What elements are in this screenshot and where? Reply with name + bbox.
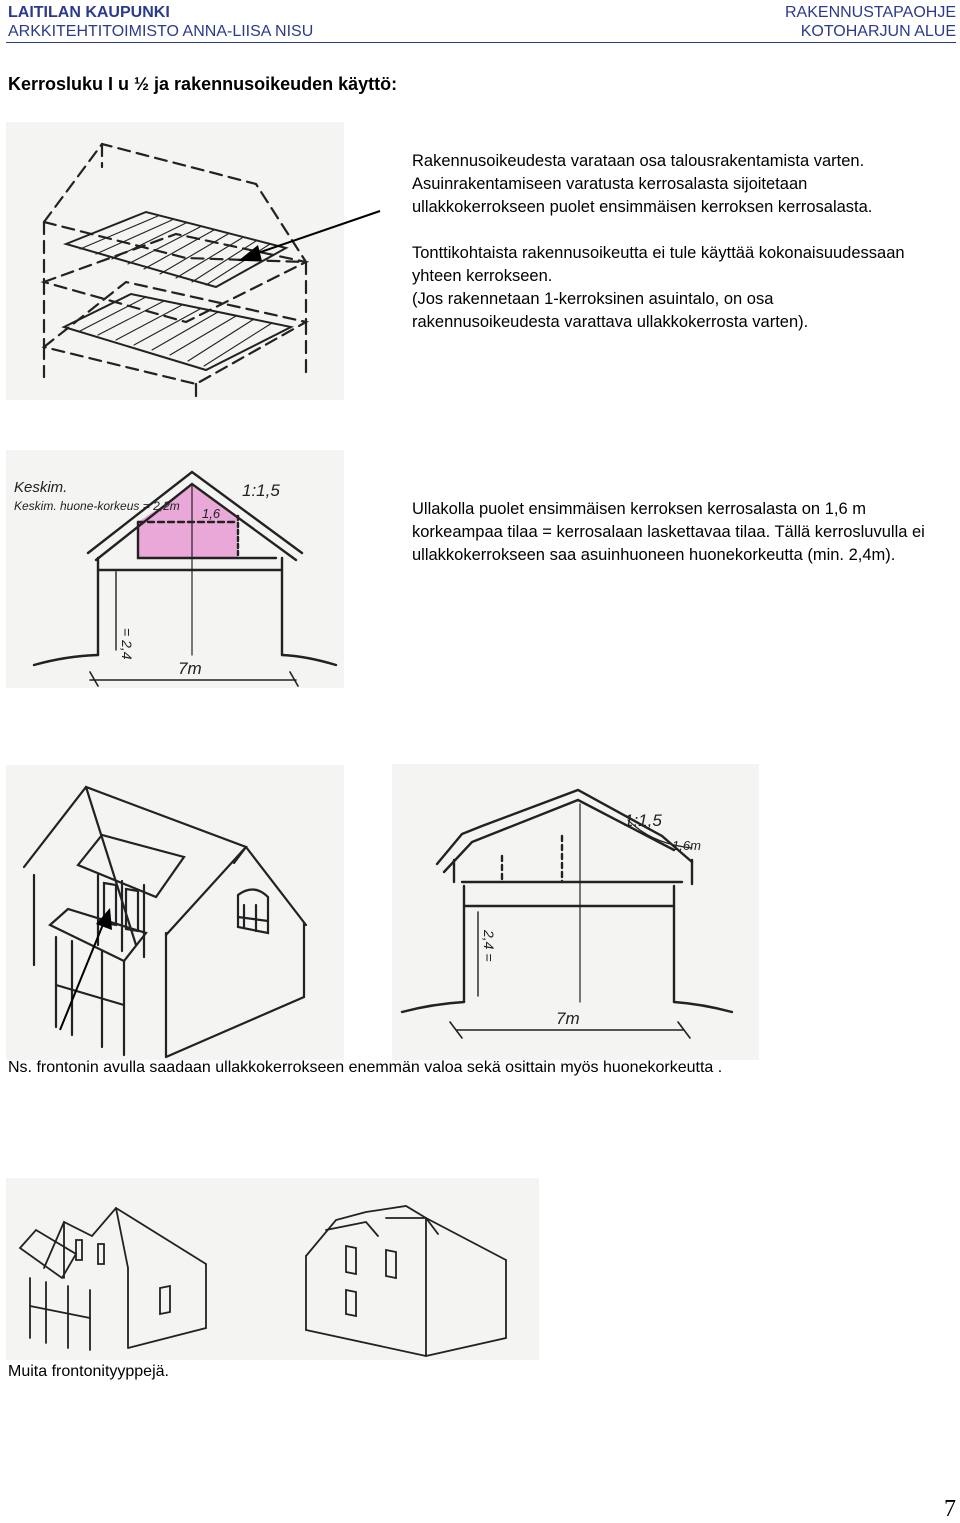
arrow-to-attic-floor — [230, 205, 386, 267]
roof-slope-label: 1:1,5 — [242, 481, 280, 500]
header-office: ARKKITEHTITOIMISTO ANNA-LIISA NISU — [8, 23, 314, 40]
section1-paragraph-1: Rakennusoikeudesta varataan osa talousrakentamista varten. — [412, 152, 865, 170]
page-heading: Kerrosluku I u ½ ja rakennusoikeuden käyttö: — [8, 74, 398, 94]
section3-caption: Ns. frontonin avulla saadaan ullakkokerrokseen enemmän valoa sekä osittain myös huonekorkeutta . — [8, 1059, 723, 1076]
attic-height-label-2: 1,6m — [672, 838, 701, 853]
section1-paragraph-3: Tonttikohtaista rakennusoikeutta ei tule käyttää kokonaisuudessaan yhteen kerrokseen. — [412, 244, 905, 285]
roof-slope-label-2: 1:1,5 — [624, 811, 662, 830]
section1-paragraph-2: Asuinrakentamiseen varatusta kerrosalasta sijoitetaan ullakkokerrokseen puolet ensimmäisen kerroksen kerrosalasta. — [412, 175, 873, 216]
header-municipality: LAITILAN KAUPUNKI — [8, 4, 170, 21]
fronton-section-sketch — [392, 764, 759, 1060]
header-area: KOTOHARJUN ALUE — [800, 23, 956, 40]
section2-text: Ullakolla puolet ensimmäisen kerroksen kerrosalasta on 1,6 m korkeampaa tilaa = kerrosalaan laskettavaa tilaa. Tällä kerrosluvulla ei ullakkokerrokseen saa asuinhuoneen huonekorkeutta (min. 2,4m). — [412, 500, 925, 564]
cross-section-sketch — [6, 450, 344, 688]
section1-text — [412, 150, 922, 334]
width-label: 7m — [178, 659, 202, 678]
fronton-types-sketch — [6, 1178, 539, 1360]
sketch-note-line1: Keskim. — [14, 479, 68, 496]
fronton-house-right — [306, 1206, 506, 1356]
wall-height-label: = 2,4 — [119, 628, 135, 660]
wall-height-label-2: 2,4 = — [481, 930, 497, 962]
header-rule — [6, 42, 956, 43]
sketch-note: Keskim. huone-korkeus = 2,2m — [14, 499, 180, 513]
page-number: 7 — [944, 1496, 956, 1522]
section4-caption: Muita frontonityyppejä. — [8, 1363, 169, 1380]
header-document-type: RAKENNUSTAPAOHJE — [785, 4, 956, 21]
section1-paragraph-4: (Jos rakennetaan 1-kerroksinen asuintalo, on osa rakennusoikeudesta varattava ullakkokerrosta varten). — [412, 290, 809, 331]
width-label-2: 7m — [556, 1009, 580, 1028]
attic-height-label: 1,6 — [202, 506, 221, 521]
fronton-house-left — [20, 1208, 206, 1350]
arrow-to-fronton — [56, 908, 116, 1034]
